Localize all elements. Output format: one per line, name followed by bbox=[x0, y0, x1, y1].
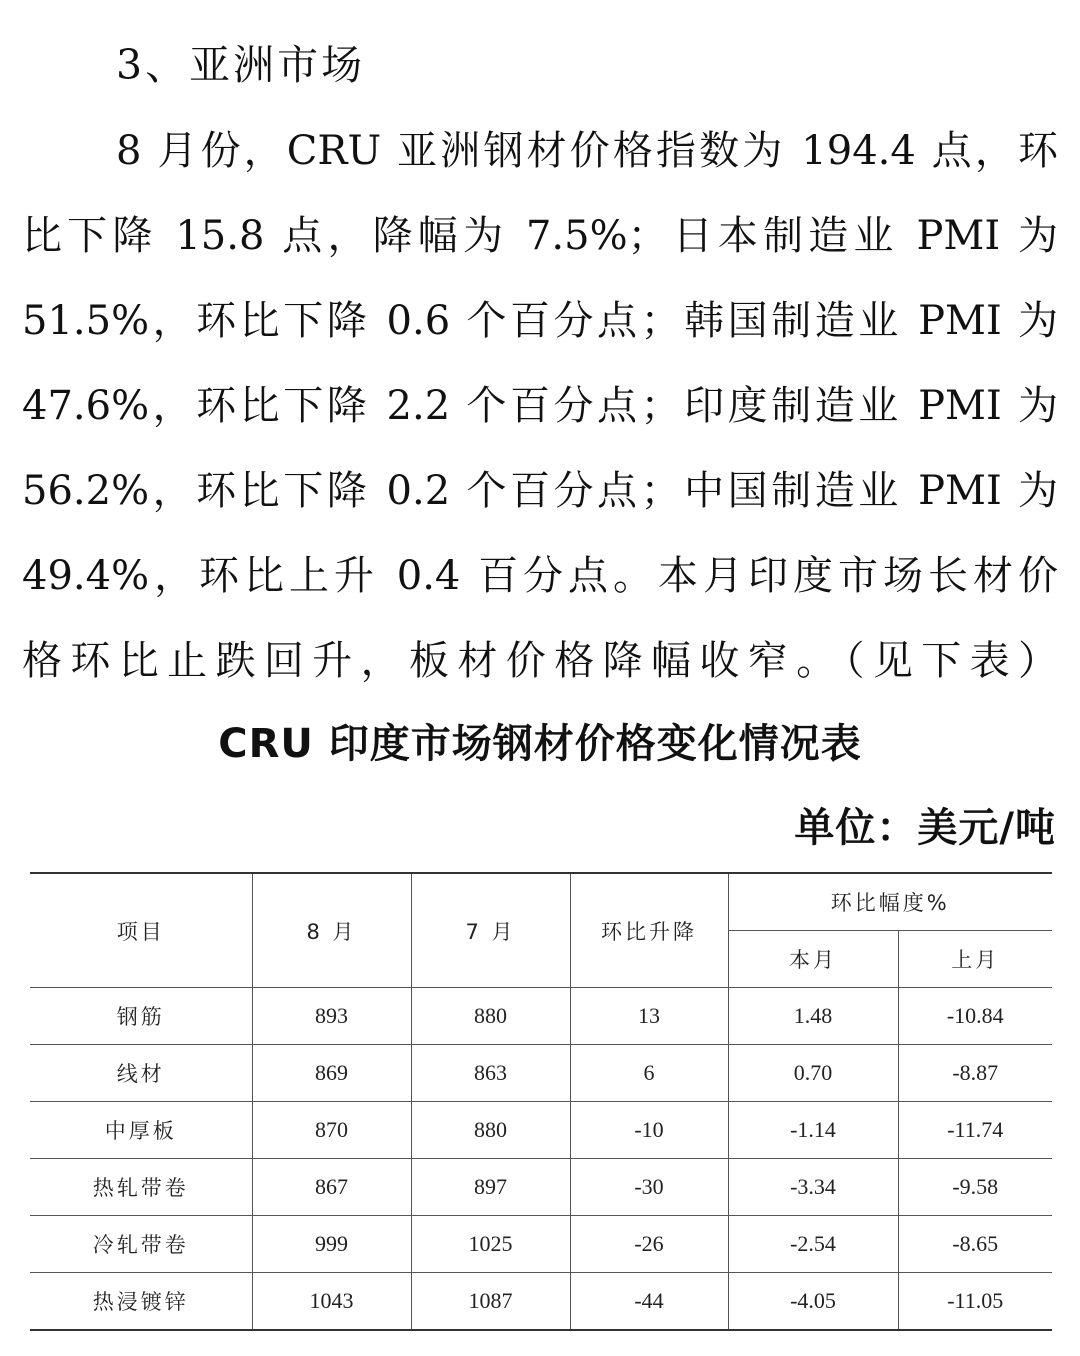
cell-aug: 999 bbox=[252, 1216, 411, 1273]
header-last-month: 上月 bbox=[898, 931, 1052, 988]
header-item: 项目 bbox=[30, 873, 252, 988]
cell-last-month: -10.84 bbox=[898, 988, 1052, 1045]
cell-item: 线材 bbox=[30, 1045, 252, 1102]
table-row bbox=[30, 1045, 1052, 1102]
cell-change: -10 bbox=[570, 1102, 728, 1159]
table-title: CRU 印度市场钢材价格变化情况表 bbox=[218, 721, 862, 767]
cell-aug: 867 bbox=[252, 1159, 411, 1216]
section-heading: 3、亚洲市场 bbox=[116, 41, 366, 89]
cell-this-month: -2.54 bbox=[728, 1216, 898, 1273]
cell-jul: 880 bbox=[411, 988, 570, 1045]
cell-change: 6 bbox=[570, 1045, 728, 1102]
cell-change: -44 bbox=[570, 1273, 728, 1331]
header-pct-group: 环比幅度% bbox=[728, 873, 1052, 931]
unit-label: 单位：美元/吨 bbox=[794, 805, 1056, 851]
cell-change: -30 bbox=[570, 1159, 728, 1216]
cell-aug: 1043 bbox=[252, 1273, 411, 1331]
table-row bbox=[30, 1102, 1052, 1159]
cell-this-month: -4.05 bbox=[728, 1273, 898, 1331]
header-change: 环比升降 bbox=[570, 873, 728, 988]
table-header-row bbox=[30, 873, 1052, 931]
cell-jul: 880 bbox=[411, 1102, 570, 1159]
cell-aug: 893 bbox=[252, 988, 411, 1045]
paragraph-line-5: 56.2%，环比下降 0.2 个百分点；中国制造业 PMI 为 bbox=[22, 468, 1058, 514]
paragraph-line-4: 47.6%，环比下降 2.2 个百分点；印度制造业 PMI 为 bbox=[22, 383, 1058, 429]
cell-item: 热轧带卷 bbox=[30, 1159, 252, 1216]
table-row bbox=[30, 1273, 1052, 1331]
header-aug: 8 月 bbox=[252, 873, 411, 988]
cell-jul: 1087 bbox=[411, 1273, 570, 1331]
cell-last-month: -8.65 bbox=[898, 1216, 1052, 1273]
cell-aug: 870 bbox=[252, 1102, 411, 1159]
cell-last-month: -11.74 bbox=[898, 1102, 1052, 1159]
cell-this-month: 0.70 bbox=[728, 1045, 898, 1102]
cell-jul: 863 bbox=[411, 1045, 570, 1102]
cell-jul: 1025 bbox=[411, 1216, 570, 1273]
cell-this-month: -3.34 bbox=[728, 1159, 898, 1216]
paragraph-line-3: 51.5%，环比下降 0.6 个百分点；韩国制造业 PMI 为 bbox=[22, 298, 1058, 344]
table-row bbox=[30, 1216, 1052, 1273]
cell-jul: 897 bbox=[411, 1159, 570, 1216]
cell-this-month: -1.14 bbox=[728, 1102, 898, 1159]
cell-aug: 869 bbox=[252, 1045, 411, 1102]
cell-item: 钢筋 bbox=[30, 988, 252, 1045]
cell-last-month: -8.87 bbox=[898, 1045, 1052, 1102]
cell-this-month: 1.48 bbox=[728, 988, 898, 1045]
paragraph-line-7: 格环比止跌回升，板材价格降幅收窄。（见下表） bbox=[22, 638, 1058, 684]
table-row bbox=[30, 1159, 1052, 1216]
cell-last-month: -11.05 bbox=[898, 1273, 1052, 1331]
cell-change: 13 bbox=[570, 988, 728, 1045]
price-table bbox=[30, 872, 1052, 1331]
header-jul: 7 月 bbox=[411, 873, 570, 988]
paragraph-line-6: 49.4%，环比上升 0.4 百分点。本月印度市场长材价 bbox=[22, 553, 1058, 599]
table-row bbox=[30, 988, 1052, 1045]
cell-last-month: -9.58 bbox=[898, 1159, 1052, 1216]
cell-item: 冷轧带卷 bbox=[30, 1216, 252, 1273]
paragraph-line-2: 比下降 15.8 点，降幅为 7.5%；日本制造业 PMI 为 bbox=[22, 213, 1058, 259]
header-this-month: 本月 bbox=[728, 931, 898, 988]
cell-item: 中厚板 bbox=[30, 1102, 252, 1159]
paragraph-line-1: 8 月份，CRU 亚洲钢材价格指数为 194.4 点，环 bbox=[116, 128, 1058, 174]
cell-item: 热浸镀锌 bbox=[30, 1273, 252, 1331]
cell-change: -26 bbox=[570, 1216, 728, 1273]
